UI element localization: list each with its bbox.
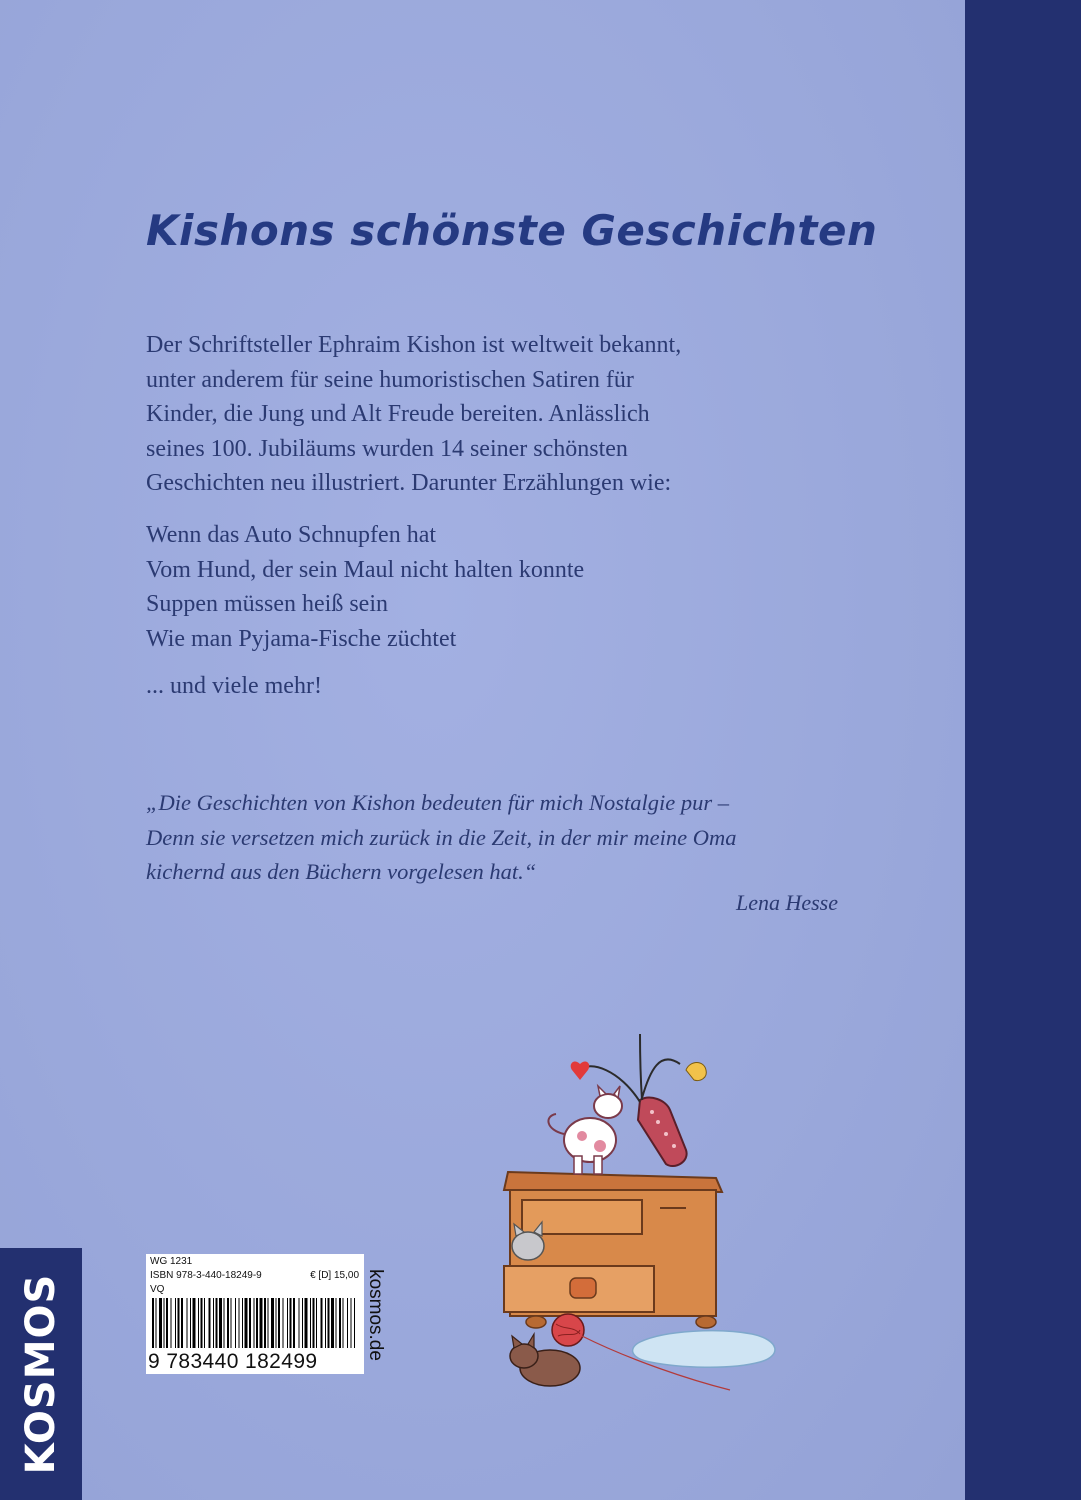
price: € [D] 15,00	[310, 1270, 359, 1281]
book-spine	[965, 0, 1081, 1500]
publisher-url[interactable]	[366, 1255, 384, 1375]
story-title: Wie man Pyjama-Fische züchtet	[146, 625, 457, 652]
vq-code: VQ	[150, 1284, 165, 1295]
publisher-url-text[interactable]: kosmos.de	[365, 1269, 386, 1361]
blurb-line: Der Schriftsteller Ephraim Kishon ist weltweit bekannt,	[146, 332, 682, 358]
kosmos-logo-text: KOSMOS	[18, 1273, 64, 1475]
story-title: Vom Hund, der sein Maul nicht halten konnte	[146, 556, 585, 583]
and-more-text: ... und viele mehr!	[146, 673, 322, 699]
story-title: Wenn das Auto Schnupfen hat	[146, 522, 437, 548]
quote-line: Denn sie versetzen mich zurück in die Zeit, in der mir meine Oma	[146, 824, 737, 850]
kosmos-logo	[0, 1248, 82, 1500]
blurb-line: seines 100. Jubiläums wurden 14 seiner schönsten	[146, 435, 628, 462]
story-list	[146, 518, 584, 656]
cat-dresser-illustration	[490, 1030, 790, 1410]
barcode-digits: 9 783440 182499	[148, 1350, 318, 1373]
book-title: Kishons schönste Geschichten	[146, 206, 878, 255]
blurb-text	[146, 328, 846, 501]
blurb-line: Geschichten neu illustriert. Darunter Erzählungen wie:	[146, 470, 672, 496]
quote-line: kichernd aus den Büchern vorgelesen hat.“	[146, 859, 537, 884]
blurb-line: unter anderem für seine humoristischen Satiren für	[146, 366, 634, 393]
barcode-label	[146, 1254, 364, 1374]
barcode-icon	[152, 1298, 358, 1348]
quote-line: „Die Geschichten von Kishon bedeuten für mich Nostalgie pur –	[146, 790, 730, 815]
blurb-line: Kinder, die Jung und Alt Freude bereiten. Anlässlich	[146, 401, 650, 427]
quote-author: Lena Hesse	[735, 890, 838, 915]
story-title: Suppen müssen heiß sein	[146, 591, 388, 617]
isbn: ISBN 978-3-440-18249-9	[150, 1270, 262, 1281]
review-quote	[146, 786, 866, 890]
wg-code: WG 1231	[150, 1256, 193, 1267]
